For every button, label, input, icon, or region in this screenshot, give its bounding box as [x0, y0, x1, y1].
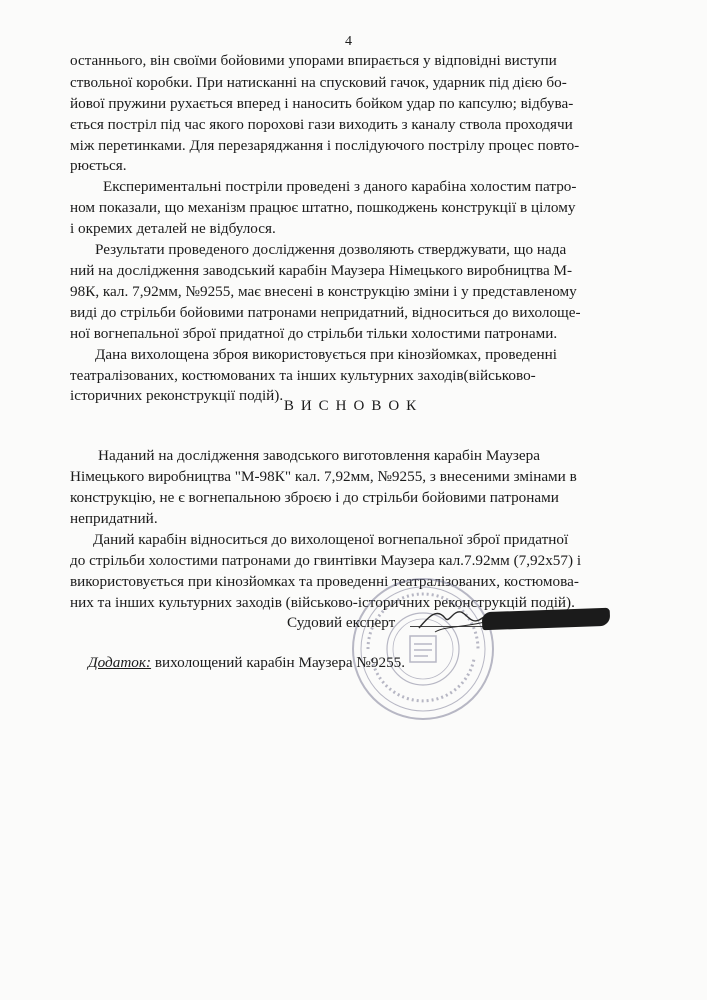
- conclusion-line-8: них та інших культурних заходів (військово-історичних реконструкцій подій).: [70, 594, 575, 611]
- body-line-10: Результати проведеного дослідження дозволяють стверджувати, що нада: [95, 241, 567, 258]
- body-line-1: останнього, він своїми бойовими упорами впирається у відповідні виступи: [70, 52, 557, 69]
- body-line-17: історичних реконструкції подій).: [70, 387, 284, 404]
- body-line-14: ної вогнепальної зброї придатної до стрільби тільки холостими патронами.: [70, 325, 558, 342]
- body-line-2: ствольної коробки. При натисканні на спусковий гачок, ударник під дією бо-: [70, 74, 567, 91]
- body-line-3: йової пружини рухається вперед і наносить бойком удар по капсулю; відбува-: [70, 95, 574, 112]
- conclusion-line-2: Німецького виробництва "М-98К" кал. 7,92мм, №9255, з внесеними змінами в: [70, 468, 577, 485]
- body-line-15: Дана вихолощена зброя використовується при кінозйомках, проведенні: [95, 346, 557, 363]
- body-line-5: між перетинками. Для перезаряджання і послідуючого пострілу процес повто-: [70, 137, 580, 154]
- body-line-12: 98К, кал. 7,92мм, №9255, має внесені в конструкцію зміни і у представленому: [70, 283, 577, 300]
- appendix-label: Додаток:: [88, 654, 152, 671]
- body-line-7: Експериментальні постріли проведені з даного карабіна холостим патро-: [103, 178, 577, 195]
- redacted-name-bar: [482, 608, 611, 630]
- body-line-9: і окремих деталей не відбулося.: [70, 220, 276, 237]
- appendix-text: вихолощений карабін Маузера №9255.: [151, 654, 406, 671]
- appendix-line: [88, 652, 405, 673]
- body-line-4: ється постріл під час якого порохові гази виходить з каналу ствола проходячи: [70, 116, 573, 133]
- body-line-13: виді до стрільби бойовими патронами непридатний, відноситься до вихолоще-: [70, 304, 581, 321]
- body-line-11: ний на дослідження заводський карабін Маузера Німецького виробництва М-: [70, 262, 573, 279]
- conclusion-heading: ВИСНОВОК: [283, 398, 424, 414]
- body-line-16: театралізованих, костюмованих та інших культурних заходів(військово-: [70, 367, 536, 384]
- body-line-6: рюється.: [70, 157, 127, 174]
- page-number: 4: [345, 34, 352, 49]
- official-stamp-icon: [348, 574, 498, 724]
- conclusion-line-6: до стрільби холостими патронами до гвинтівки Маузера кал.7.92мм (7,92х57) і: [70, 552, 582, 569]
- body-line-8: ном показали, що механізм працює штатно, пошкоджень конструкції в цілому: [70, 199, 576, 216]
- conclusion-line-3: конструкцію, не є вогнепальною зброєю і до стрільби бойовими патронами: [70, 489, 559, 506]
- conclusion-line-7: використовується при кінозйомках та проведенні театралізованих, костюмова-: [70, 573, 579, 590]
- conclusion-line-4: непридатний.: [70, 510, 158, 527]
- signature-label: Судовий експерт: [287, 614, 396, 631]
- conclusion-line-1: Наданий на дослідження заводського виготовлення карабін Маузера: [98, 447, 540, 464]
- conclusion-line-5: Даний карабін відноситься до вихолощеної вогнепальної зброї придатної: [93, 531, 569, 548]
